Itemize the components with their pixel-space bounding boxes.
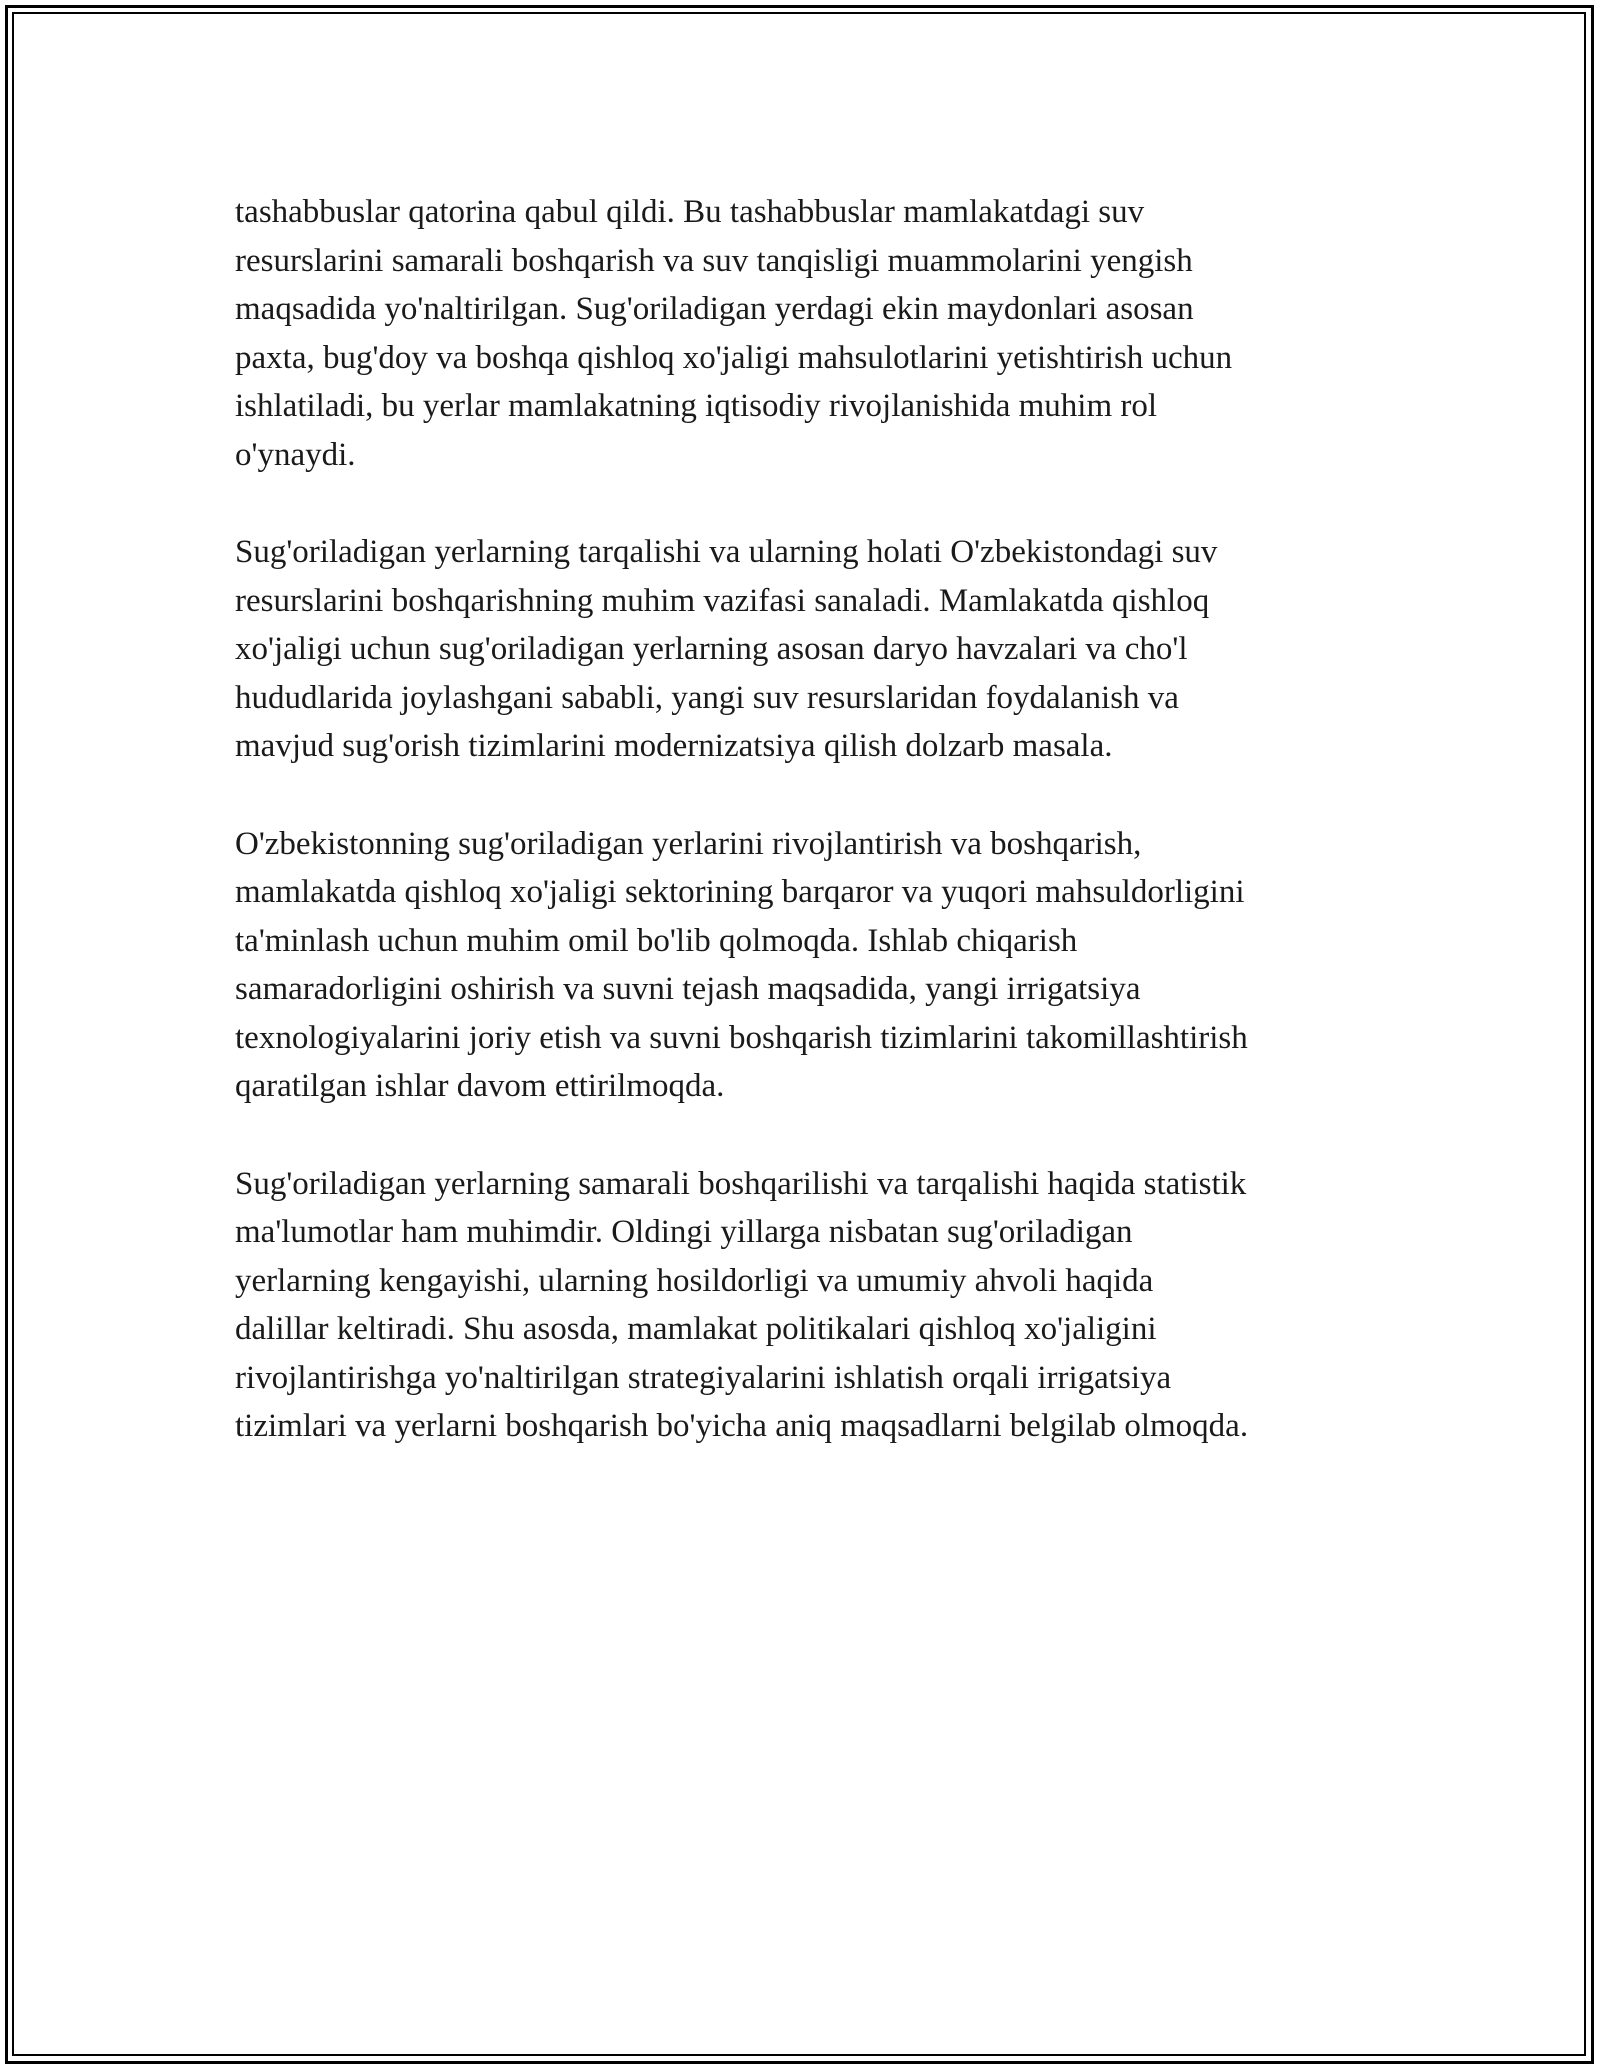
paragraph-1 xyxy=(235,188,1365,479)
text-line: mavjud sug'orish tizimlarini modernizatsiya qilish dolzarb masala. xyxy=(235,728,1113,764)
document-body xyxy=(235,188,1365,1500)
text-line: resurslarini boshqarishning muhim vazifasi sanaladi. Mamlakatda qishloq xyxy=(235,582,1210,619)
text-line: ma'lumotlar ham muhimdir. Oldingi yillarga nisbatan sug'oriladigan xyxy=(235,1214,1133,1250)
text-line: Sug'oriladigan yerlarning tarqalishi va ularning holati O'zbekistondagi suv xyxy=(235,534,1218,570)
paragraph-2 xyxy=(235,528,1365,771)
text-line: ishlatiladi, bu yerlar mamlakatning iqtisodiy rivojlanishida muhim rol xyxy=(235,388,1158,424)
text-line: Sug'oriladigan yerlarning samarali boshqarilishi va tarqalishi haqida statistik xyxy=(235,1165,1247,1202)
text-line: o'ynaydi. xyxy=(235,436,356,473)
text-line: mamlakatda qishloq xo'jaligi sektorining barqaror va yuqori mahsuldorligini xyxy=(235,874,1245,910)
text-line: paxta, bug'doy va boshqa qishloq xo'jaligi mahsulotlarini yetishtirish uchun xyxy=(235,339,1233,376)
text-line: hududlarida joylashgani sababli, yangi suv resurslaridan foydalanish va xyxy=(235,679,1179,716)
text-line: tizimlari va yerlarni boshqarish bo'yicha aniq maqsadlarni belgilab olmoqda. xyxy=(235,1408,1249,1444)
text-line: samaradorligini oshirish va suvni tejash maqsadida, yangi irrigatsiya xyxy=(235,971,1141,1007)
text-line: ta'minlash uchun muhim omil bo'lib qolmoqda. Ishlab chiqarish xyxy=(235,922,1078,959)
text-line: qaratilgan ishlar davom ettirilmoqda. xyxy=(235,1068,725,1104)
paragraph-3 xyxy=(235,820,1365,1111)
text-line: yerlarning kengayishi, ularning hosildorligi va umumiy ahvoli haqida xyxy=(235,1262,1154,1299)
text-line: resurslarini samarali boshqarish va suv tanqisligi muammolarini yengish xyxy=(235,242,1193,279)
paragraph-4 xyxy=(235,1160,1365,1451)
text-line: O'zbekistonning sug'oriladigan yerlarini rivojlantirish va boshqarish, xyxy=(235,825,1142,862)
text-line: rivojlantirishga yo'naltirilgan strategiyalarini ishlatish orqali irrigatsiya xyxy=(235,1359,1172,1396)
text-line: xo'jaligi uchun sug'oriladigan yerlarning asosan daryo havzalari va cho'l xyxy=(235,631,1188,667)
text-line: texnologiyalarini joriy etish va suvni boshqarish tizimlarini takomillashtirish xyxy=(235,1019,1248,1056)
text-line: maqsadida yo'naltirilgan. Sug'oriladigan yerdagi ekin maydonlari asosan xyxy=(235,291,1194,327)
text-line: dalillar keltiradi. Shu asosda, mamlakat politikalari qishloq xo'jaligini xyxy=(235,1311,1157,1347)
text-line: tashabbuslar qatorina qabul qildi. Bu tashabbuslar mamlakatdagi suv xyxy=(235,194,1145,230)
